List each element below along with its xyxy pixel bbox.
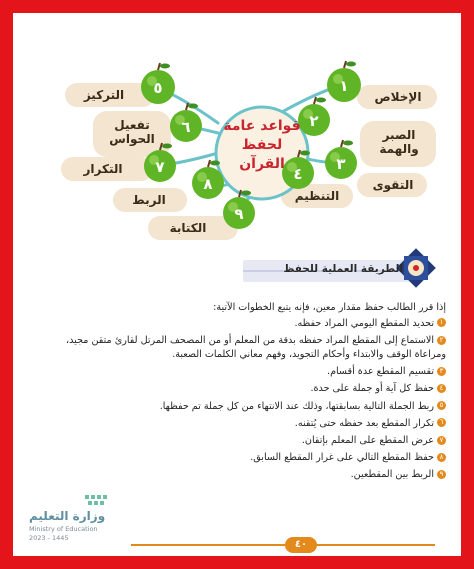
branch-label-8: الربط — [132, 193, 166, 207]
step-item — [41, 382, 446, 396]
page-number-line — [131, 544, 435, 546]
branch-label-9: الكتابة — [169, 221, 207, 235]
intro-text: إذا قرر الطالب حفظ مقدار معين، فإنه يتبع الخطوات الآتية: — [213, 302, 446, 313]
apple-num-6: ٦ — [181, 118, 191, 136]
step-text: الاستماع إلى المقطع المراد حفظه بدقة من المعلم أو من المصحف المرتل لقارئ متقن مجيد، ومراعاة الوقف والابتداء وأحكام التجويد، وفهم معاني الكلمات الصعبة. — [66, 335, 446, 361]
apple-num-3: ٣ — [336, 155, 346, 173]
step-bullet: ٩ — [437, 470, 446, 479]
step-bullet: ٤ — [437, 384, 446, 393]
page-number-bar — [131, 536, 435, 554]
apple-num-8: ٨ — [203, 175, 213, 193]
branch-label-3: التقوى — [372, 178, 414, 192]
step-bullet: ٣ — [437, 367, 446, 376]
body-text — [41, 301, 446, 486]
edition-year: 2023 - 1445 — [29, 534, 69, 542]
branch-label-2: الصبر والهمة — [379, 128, 419, 156]
ministry-name-ar: وزارة التعليم — [29, 509, 106, 523]
step-bullet: ٧ — [437, 436, 446, 445]
apple-3 — [325, 140, 357, 179]
step-item — [41, 334, 446, 362]
step-bullet: ٨ — [437, 453, 446, 462]
step-bullet: ٦ — [437, 418, 446, 427]
branch-label-6: تفعيل الحواس — [109, 118, 155, 146]
step-text: حفظ المقطع التالي على غرار المقطع السابق. — [250, 452, 434, 464]
step-item — [41, 434, 446, 448]
apple-num-1: ١ — [339, 77, 349, 95]
step-bullet: ١ — [437, 318, 446, 327]
apple-num-5: ٥ — [153, 79, 163, 97]
apple-num-2: ٢ — [309, 112, 319, 130]
step-item — [41, 417, 446, 431]
step-text: الربط بين المقطعين. — [350, 469, 434, 481]
step-bullet: ٢ — [437, 336, 446, 345]
apple-num-9: ٩ — [234, 205, 244, 223]
step-text: تحديد المقطع اليومي المراد حفظه. — [294, 317, 434, 329]
branch-label-5: التركيز — [83, 88, 125, 102]
step-item — [41, 365, 446, 379]
step-item — [41, 468, 446, 482]
branch-label-4: التنظيم — [294, 189, 340, 203]
branch-label-1: الإخلاص — [374, 90, 422, 104]
apple-5 — [141, 63, 175, 104]
page-number: ٤٠ — [285, 537, 317, 553]
step-text: تكرار المقطع بعد حفظه حتى يُتقنه. — [294, 417, 434, 429]
step-item — [41, 400, 446, 414]
mind-map-title: قواعد عامة لحفظ القرآن — [223, 118, 301, 172]
section-title: الطريقة العملية للحفظ — [283, 263, 403, 275]
step-text: عرض المقطع على المعلم بإتقان. — [301, 435, 434, 447]
step-text: تقسيم المقطع عدة أقسام. — [327, 366, 434, 378]
step-text: ربط الجملة التالية بسابقتها، وذلك عند الانتهاء من كل جملة تم حفظها. — [159, 400, 434, 412]
page — [13, 13, 461, 556]
step-item — [41, 317, 446, 331]
step-bullet: ٥ — [437, 401, 446, 410]
mind-map — [13, 13, 461, 243]
ministry-logo — [21, 491, 121, 549]
step-text: حفظ كل آية أو جملة على حدة. — [310, 383, 434, 395]
apple-1 — [327, 61, 361, 102]
branch-label-7: التكرار — [83, 162, 123, 176]
apple-num-4: ٤ — [293, 165, 303, 183]
apple-num-7: ٧ — [155, 158, 165, 176]
step-item — [41, 451, 446, 465]
ministry-name-en: Ministry of Education — [29, 525, 98, 533]
